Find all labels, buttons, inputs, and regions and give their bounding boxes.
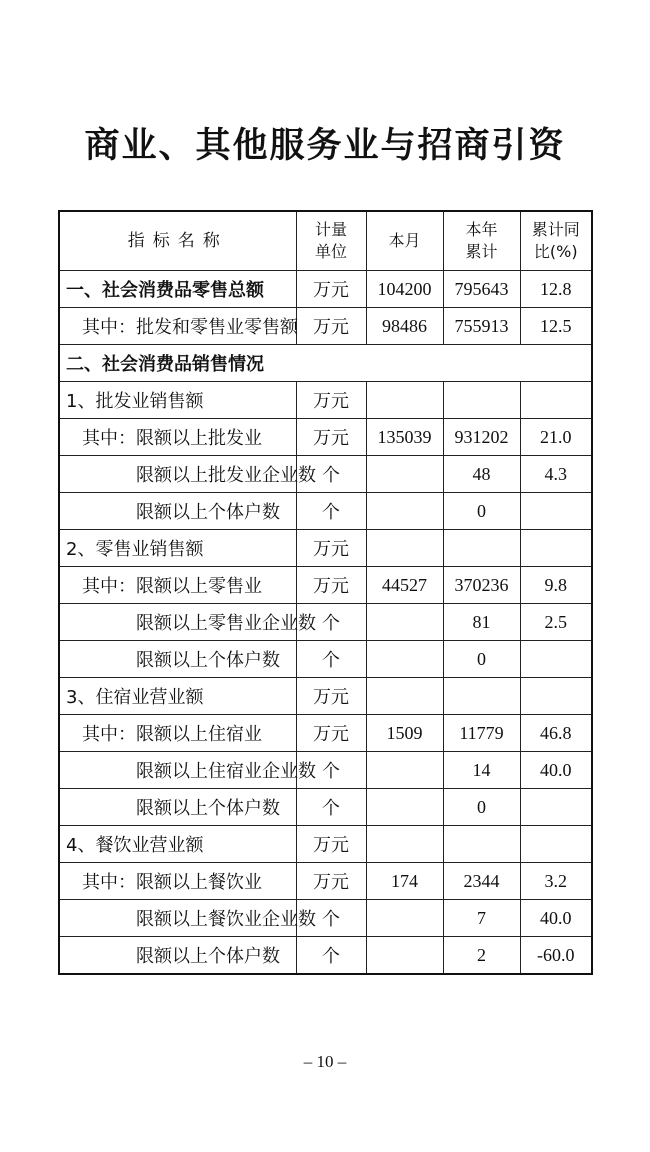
- indicator-unit: 个: [296, 937, 366, 975]
- value-month: 44527: [366, 567, 443, 604]
- indicator-name: 限额以上个体户数: [59, 937, 296, 975]
- table-row: [59, 308, 592, 345]
- value-month: [366, 382, 443, 419]
- table-row: [59, 382, 592, 419]
- indicator-name: 其中：限额以上零售业: [59, 567, 296, 604]
- indicator-unit: 万元: [296, 863, 366, 900]
- value-ytd: [443, 826, 520, 863]
- table-row: [59, 641, 592, 678]
- indicator-name: 1、批发业销售额: [59, 382, 296, 419]
- indicator-unit: 个: [296, 493, 366, 530]
- indicator-unit: 个: [296, 604, 366, 641]
- indicator-name: 限额以上批发业企业数: [59, 456, 296, 493]
- indicator-name: 其中：限额以上住宿业: [59, 715, 296, 752]
- value-ytd: 0: [443, 493, 520, 530]
- value-ytd: 795643: [443, 271, 520, 308]
- value-yoy: 2.5: [520, 604, 592, 641]
- indicator-unit: 万元: [296, 530, 366, 567]
- indicator-name: 其中：限额以上批发业: [59, 419, 296, 456]
- value-ytd: 2: [443, 937, 520, 975]
- table-row: [59, 900, 592, 937]
- header-month: 本月: [366, 211, 443, 271]
- header-unit: 计量 单位: [296, 211, 366, 271]
- table-row: [59, 678, 592, 715]
- value-yoy: 21.0: [520, 419, 592, 456]
- indicator-name: 限额以上个体户数: [59, 493, 296, 530]
- statistics-table: [58, 210, 593, 975]
- value-ytd: 755913: [443, 308, 520, 345]
- indicator-name: 4、餐饮业营业额: [59, 826, 296, 863]
- value-ytd: 7: [443, 900, 520, 937]
- value-yoy: [520, 678, 592, 715]
- header-yoy: 累计同 比(%): [520, 211, 592, 271]
- value-ytd: [443, 530, 520, 567]
- indicator-unit: 万元: [296, 715, 366, 752]
- value-month: [366, 456, 443, 493]
- table-row: [59, 345, 592, 382]
- indicator-unit: 个: [296, 641, 366, 678]
- value-yoy: [520, 641, 592, 678]
- indicator-name: 限额以上个体户数: [59, 641, 296, 678]
- value-yoy: 46.8: [520, 715, 592, 752]
- value-ytd: 2344: [443, 863, 520, 900]
- indicator-unit: 万元: [296, 567, 366, 604]
- value-month: [366, 752, 443, 789]
- table-row: [59, 493, 592, 530]
- indicator-unit: 万元: [296, 678, 366, 715]
- value-month: [366, 937, 443, 975]
- value-yoy: 40.0: [520, 752, 592, 789]
- value-yoy: 3.2: [520, 863, 592, 900]
- value-month: [366, 530, 443, 567]
- table-row: [59, 715, 592, 752]
- indicator-unit: 万元: [296, 419, 366, 456]
- value-ytd: 0: [443, 641, 520, 678]
- table-row: [59, 419, 592, 456]
- table-row: [59, 604, 592, 641]
- indicator-name: 一、社会消费品零售总额: [59, 271, 296, 308]
- value-month: [366, 678, 443, 715]
- value-ytd: 370236: [443, 567, 520, 604]
- indicator-unit: 个: [296, 752, 366, 789]
- value-month: [366, 826, 443, 863]
- value-month: [366, 900, 443, 937]
- value-yoy: [520, 382, 592, 419]
- value-ytd: 0: [443, 789, 520, 826]
- indicator-name: 限额以上零售业企业数: [59, 604, 296, 641]
- indicator-unit: 个: [296, 456, 366, 493]
- value-yoy: 4.3: [520, 456, 592, 493]
- value-yoy: 9.8: [520, 567, 592, 604]
- value-yoy: 12.8: [520, 271, 592, 308]
- value-ytd: [443, 678, 520, 715]
- value-ytd: [443, 382, 520, 419]
- header-ytd: 本年 累计: [443, 211, 520, 271]
- page-title: 商业、其他服务业与招商引资: [84, 126, 566, 166]
- indicator-unit: 个: [296, 789, 366, 826]
- value-yoy: [520, 530, 592, 567]
- page-number: – 10 –: [303, 1052, 347, 1071]
- indicator-unit: 个: [296, 900, 366, 937]
- value-month: 135039: [366, 419, 443, 456]
- indicator-unit: 万元: [296, 382, 366, 419]
- value-month: [366, 493, 443, 530]
- indicator-unit: 万元: [296, 271, 366, 308]
- indicator-name: 限额以上住宿业企业数: [59, 752, 296, 789]
- value-month: [366, 789, 443, 826]
- value-month: 104200: [366, 271, 443, 308]
- header-indicator-name: 指标名称: [59, 211, 296, 271]
- table-row: [59, 863, 592, 900]
- value-yoy: [520, 493, 592, 530]
- value-ytd: 81: [443, 604, 520, 641]
- indicator-name: 其中：批发和零售业零售额: [59, 308, 296, 345]
- table-row: [59, 826, 592, 863]
- table-row: [59, 752, 592, 789]
- indicator-name: 其中：限额以上餐饮业: [59, 863, 296, 900]
- indicator-name: 限额以上餐饮业企业数: [59, 900, 296, 937]
- table-row: [59, 271, 592, 308]
- table-body: [59, 271, 592, 975]
- value-ytd: 11779: [443, 715, 520, 752]
- table-row: [59, 937, 592, 975]
- value-yoy: 40.0: [520, 900, 592, 937]
- table-header-row: [59, 211, 592, 271]
- value-yoy: [520, 826, 592, 863]
- value-yoy: [520, 789, 592, 826]
- value-yoy: 12.5: [520, 308, 592, 345]
- indicator-unit: 万元: [296, 308, 366, 345]
- value-month: 174: [366, 863, 443, 900]
- indicator-name: 二、社会消费品销售情况: [59, 345, 592, 382]
- table-row: [59, 530, 592, 567]
- value-yoy: -60.0: [520, 937, 592, 975]
- table-row: [59, 567, 592, 604]
- value-month: 1509: [366, 715, 443, 752]
- value-month: 98486: [366, 308, 443, 345]
- value-month: [366, 604, 443, 641]
- indicator-name: 2、零售业销售额: [59, 530, 296, 567]
- indicator-name: 限额以上个体户数: [59, 789, 296, 826]
- indicator-unit: 万元: [296, 826, 366, 863]
- value-ytd: 48: [443, 456, 520, 493]
- table-row: [59, 456, 592, 493]
- value-ytd: 14: [443, 752, 520, 789]
- value-month: [366, 641, 443, 678]
- value-ytd: 931202: [443, 419, 520, 456]
- indicator-name: 3、住宿业营业额: [59, 678, 296, 715]
- table-row: [59, 789, 592, 826]
